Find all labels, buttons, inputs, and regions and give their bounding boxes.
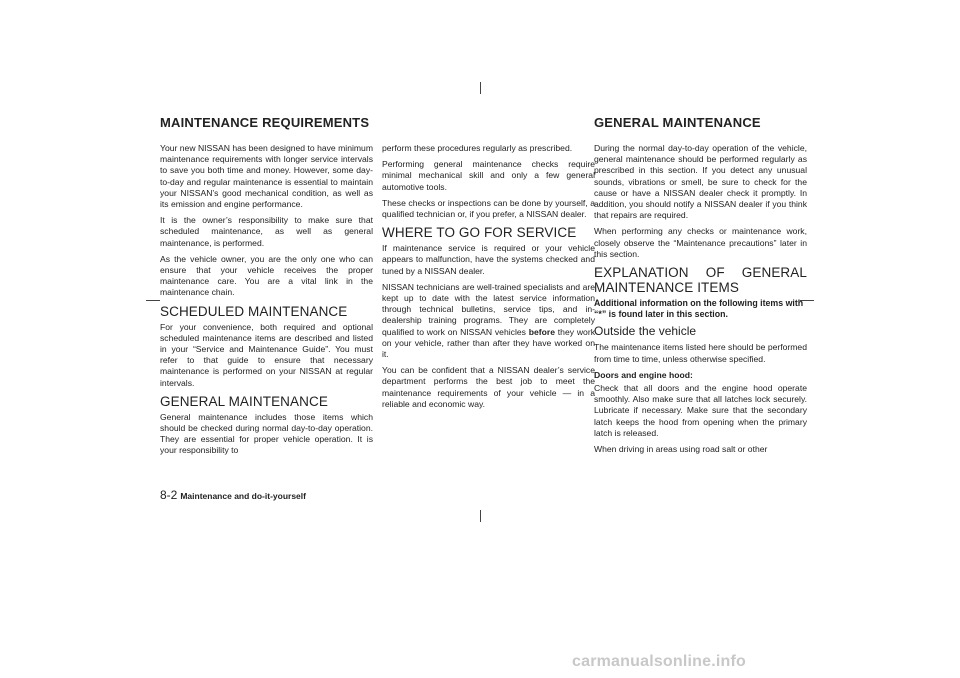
technicians-text-a: NISSAN technicians are well-trained specialists and are kept up to date with the latest service information through technical bulletins, service tips, and in-dealership training programs. They are completely qualified to work on NISSAN vehicles [382,281,595,337]
owner-responsibility-paragraph: It is the owner’s responsibility to make sure that scheduled maintenance, as well as general maintenance, is performed. [160,215,373,248]
column-middle [382,143,595,415]
technicians-text-bold: before [528,326,555,337]
crop-mark-bottom [480,510,481,522]
heading-explanation-items: EXPLANATION OF GENERAL MAINTENANCE ITEMS [594,265,807,296]
service-required-paragraph: If maintenance service is required or your vehicle appears to malfunction, have the systems checked and tuned by a NISSAN dealer. [382,243,595,276]
heading-where-to-go-for-service: WHERE TO GO FOR SERVICE [382,225,577,241]
intro-paragraph: Your new NISSAN has been designed to have minimum maintenance requirements with longer service intervals to save you both time and money. However, some day-to-day and regular maintenance is essential to maintain your NISSAN’s good mechanical condition, as well as its emission and engine performance. [160,143,373,210]
page-number: 8-2 [160,488,178,502]
doors-hood-label: Doors and engine hood: [594,369,693,380]
page-footer [160,488,306,502]
crop-mark-left [146,300,160,301]
watermark-text: carmanualsonline.info [572,653,747,670]
vehicle-owner-paragraph: As the vehicle owner, you are the only one who can ensure that your vehicle receives the proper maintenance care. You are a vital link in the maintenance chain. [160,253,373,298]
general-maintenance-paragraph: General maintenance includes those items which should be checked during normal day-to-day operation. They are essential for proper vehicle operation. It is your responsibility to [160,411,373,456]
column-left [160,143,373,462]
heading-outside-vehicle: Outside the vehicle [594,324,697,339]
inspections-paragraph: These checks or inspections can be done by yourself, a qualified technician or, if you prefer, a NISSAN dealer. [382,197,595,220]
additional-info-note: Additional information on the following items with “*” is found later in this section. [594,298,804,320]
column-right [594,143,807,460]
technicians-paragraph [382,282,595,360]
precautions-paragraph: When performing any checks or maintenance work, closely observe the “Maintenance precautions” later in this section. [594,226,807,259]
technicians-text-b: they work on your vehicle, rather than after they have worked on it. [382,326,595,360]
crop-mark-top [480,82,481,94]
chapter-title: Maintenance and do-it-yourself [180,491,306,501]
heading-general-maintenance: GENERAL MAINTENANCE [160,393,328,409]
section-title-maintenance-requirements: MAINTENANCE REQUIREMENTS [160,115,370,130]
perform-procedures-paragraph: perform these procedures regularly as prescribed. [382,143,573,153]
doors-hood-paragraph: Check that all doors and the engine hood operate smoothly. Also make sure that all latches lock securely. Lubricate if necessary. Make sure that the secondary latch keeps the hood from opening when the primary latch is released. [594,383,807,438]
outside-items-paragraph: The maintenance items listed here should be performed from time to time, unless otherwise specified. [594,342,807,364]
dealer-confidence-paragraph: You can be confident that a NISSAN dealer’s service department performs the best job to meet the maintenance requirements of your vehicle — in a reliable and economic way. [382,365,595,409]
road-salt-paragraph: When driving in areas using road salt or other [594,444,768,455]
checks-skill-paragraph: Performing general maintenance checks require minimal mechanical skill and only a few general automotive tools. [382,159,595,192]
heading-scheduled-maintenance: SCHEDULED MAINTENANCE [160,303,348,319]
daily-operation-paragraph: During the normal day-to-day operation of the vehicle, general maintenance should be performed regularly as prescribed in this section. If you detect any unusual sounds, vibrations or smell, be sure to check for the cause or have a NISSAN dealer check it promptly. In addition, you should notify a NISSAN dealer if you think that repairs are required. [594,143,807,221]
scheduled-maintenance-paragraph: For your convenience, both required and optional scheduled maintenance items are described and listed in your “Service and Maintenance Guide”. You must refer to that guide to ensure that necessary maintenance is performed on your NISSAN at regular intervals. [160,321,373,388]
section-title-general-maintenance: GENERAL MAINTENANCE [594,115,761,130]
